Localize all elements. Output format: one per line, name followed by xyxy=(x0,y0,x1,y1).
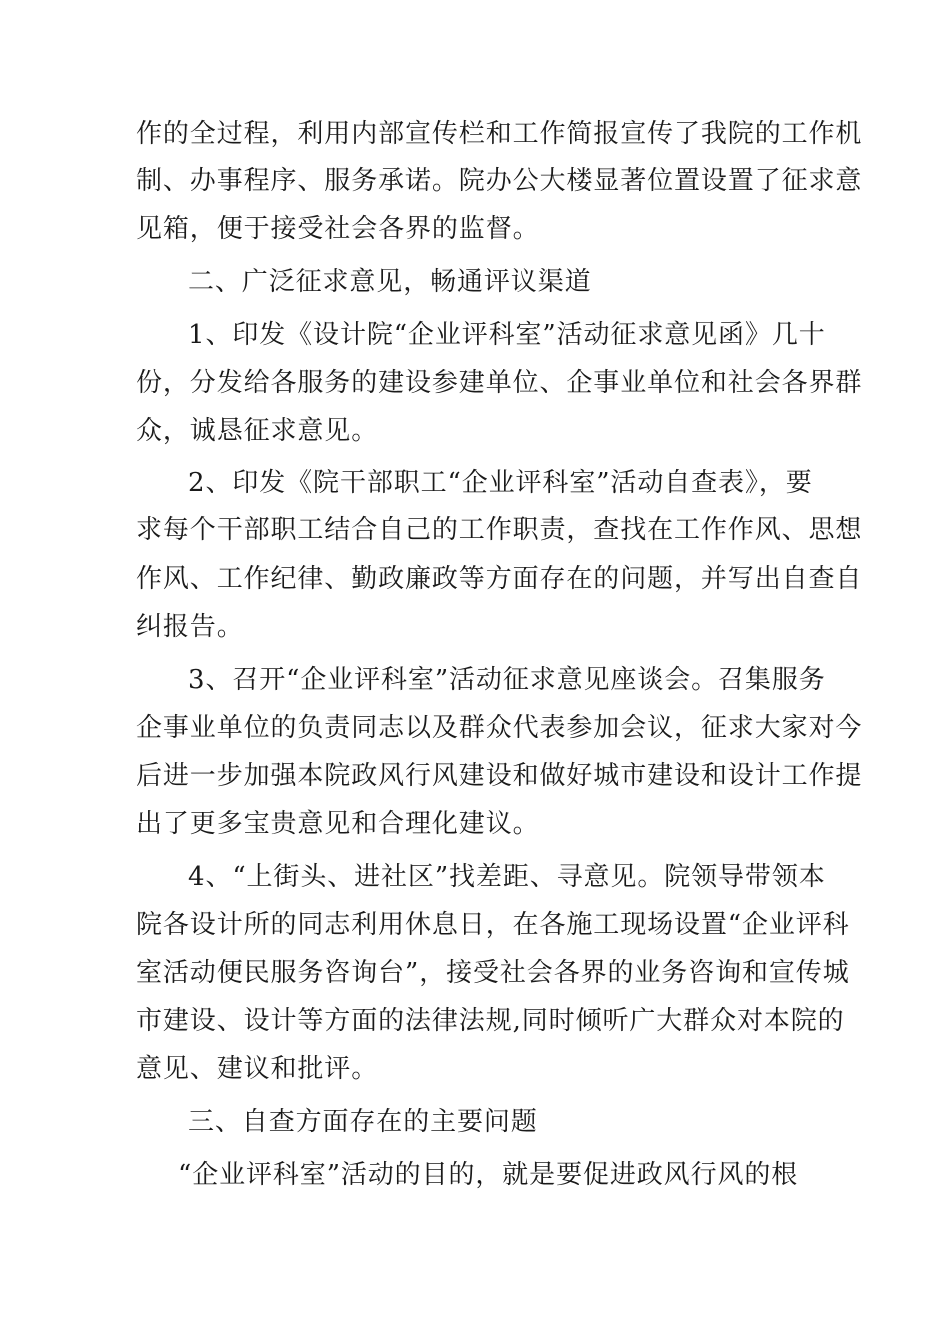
text-line: 院各设计所的同志利用休息日，在各施工现场设置“企业评科 xyxy=(136,910,850,940)
text-line: 市建设、设计等方面的法律法规,同时倾听广大群众对本院的 xyxy=(136,1006,845,1036)
text-line: 制、办事程序、服务承诺。院办公大楼显著位置设置了征求意 xyxy=(136,166,863,196)
text-line: 后进一步加强本院政风行风建设和做好城市建设和设计工作提 xyxy=(136,761,863,791)
section-heading: 二、广泛征求意见，畅通评议渠道 xyxy=(188,267,592,297)
text-line: 份，分发给各服务的建设参建单位、企事业单位和社会各界群 xyxy=(136,368,863,398)
text-line: 2、印发《院干部职工“企业评科室”活动自查表》，要 xyxy=(188,468,813,498)
text-line: 1、印发《设计院“企业评科室”活动征求意见函》几十 xyxy=(188,320,826,350)
text-line: 3、召开“企业评科室”活动征求意见座谈会。召集服务 xyxy=(188,665,826,695)
text-line: 众，诚恳征求意见。 xyxy=(136,416,379,446)
text-line: 纠报告。 xyxy=(136,612,244,642)
text-line: 见箱，便于接受社会各界的监督。 xyxy=(136,214,540,244)
text-line: 作的全过程，利用内部宣传栏和工作简报宣传了我院的工作机 xyxy=(136,119,863,149)
text-line: 企事业单位的负责同志以及群众代表参加会议，征求大家对今 xyxy=(136,713,863,743)
text-line: 出了更多宝贵意见和合理化建议。 xyxy=(136,809,540,839)
section-heading: 三、自查方面存在的主要问题 xyxy=(188,1107,538,1137)
text-line: 室活动便民服务咨询台”，接受社会各界的业务咨询和宣传城 xyxy=(136,958,850,988)
text-line: 意见、建议和批评。 xyxy=(136,1054,379,1084)
text-line: 求每个干部职工结合自己的工作职责，查找在工作作风、思想 xyxy=(136,515,863,545)
text-line: 4、“上街头、进社区”找差距、寻意见。院领导带领本 xyxy=(188,862,826,892)
text-line: “企业评科室”活动的目的，就是要促进政风行风的根 xyxy=(178,1160,799,1190)
text-line: 作风、工作纪律、勤政廉政等方面存在的问题，并写出自查自 xyxy=(136,564,863,594)
